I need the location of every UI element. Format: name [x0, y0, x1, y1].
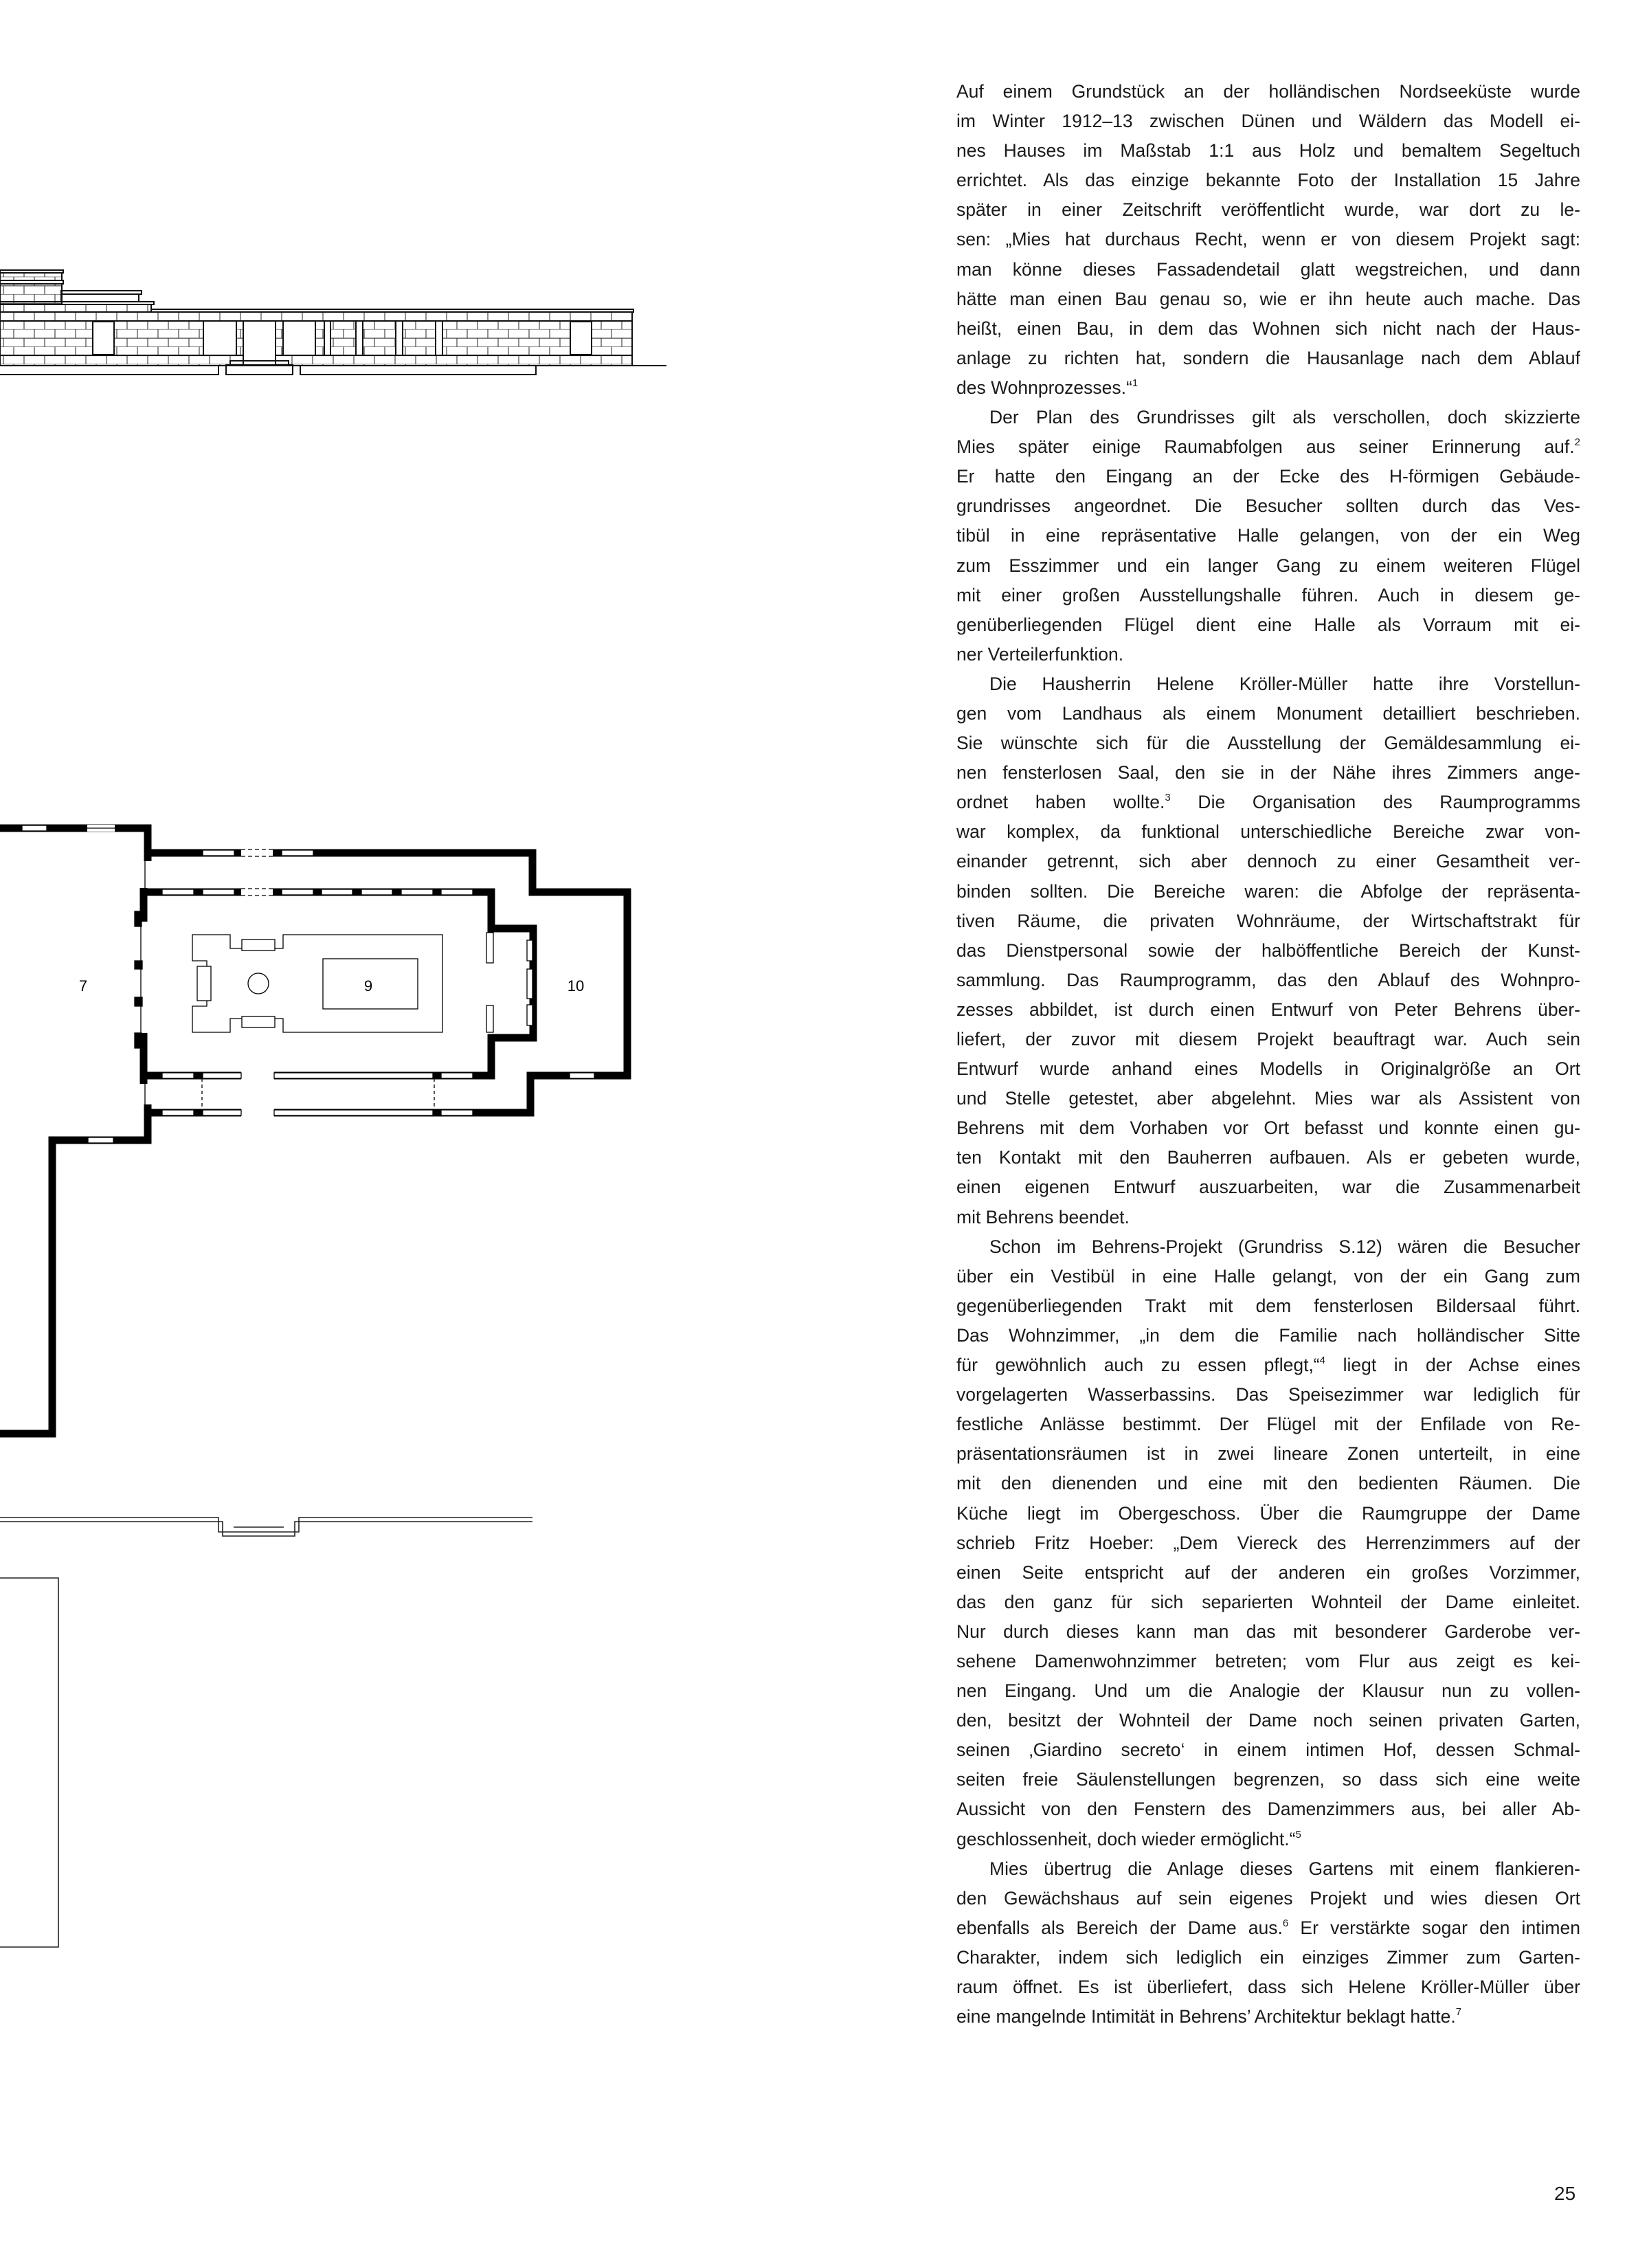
text-segment: einen eigenen Entwurf auszuarbeiten, war die Zusammenarbeit	[956, 1177, 1580, 1198]
footnote-marker: 6	[1282, 1917, 1289, 1929]
text-line	[956, 907, 1580, 936]
text-line	[956, 1972, 1580, 2002]
text-line	[956, 255, 1580, 285]
text-line	[956, 1854, 1580, 1884]
text-line	[956, 729, 1580, 758]
text-line	[956, 1054, 1580, 1084]
text-line	[956, 1676, 1580, 1706]
text-line	[956, 1794, 1580, 1824]
text-line	[956, 432, 1580, 462]
text-line	[956, 1558, 1580, 1588]
text-segment: gegenüberliegenden Trakt mit dem fensterlosen Bildersaal führt.	[956, 1295, 1580, 1316]
text-segment: im Winter 1912–13 zwischen Dünen und Wäldern das Modell ei-	[956, 111, 1580, 132]
text-segment: sen: „Mies hat durchaus Recht, wenn er von diesem Projekt sagt:	[956, 229, 1580, 250]
text-segment: grundrisses angeordnet. Die Besucher sollten durch das Ves-	[956, 496, 1580, 517]
text-segment: schrieb Fritz Hoeber: „Dem Viereck des Herrenzimmers auf der	[956, 1532, 1580, 1553]
text-line	[956, 847, 1580, 876]
text-segment: Behrens mit dem Vorhaben vor Ort befasst und konnte einen gu-	[956, 1118, 1580, 1139]
text-segment: liegt in der Achse eines	[1325, 1355, 1580, 1376]
text-segment: war komplex, da funktional unterschiedliche Bereiche zwar von-	[956, 821, 1580, 843]
text-line	[956, 166, 1580, 195]
text-line	[956, 1291, 1580, 1321]
text-line	[956, 1380, 1580, 1410]
text-segment: tiven Räume, die privaten Wohnräume, der Wirtschaftstrakt für	[956, 910, 1580, 931]
room-label-7: 7	[78, 977, 88, 994]
text-line	[956, 1884, 1580, 1913]
text-line	[956, 344, 1580, 373]
text-line	[956, 2002, 1580, 2032]
text-segment: das Dienstpersonal sowie der halböffentliche Bereich der Kunst-	[956, 940, 1580, 961]
text-segment: mit den dienenden und eine mit den bedienten Räumen. Die	[956, 1473, 1580, 1494]
text-line	[956, 314, 1580, 344]
text-segment: seiten freie Säulenstellungen begrenzen, so dass sich eine weite	[956, 1769, 1580, 1790]
text-line	[956, 640, 1580, 669]
footnote-marker: 7	[1455, 2006, 1462, 2019]
text-segment: man könne dieses Fassadendetail glatt wegstreichen, und dann	[956, 258, 1580, 280]
text-line	[956, 77, 1580, 107]
text-segment: liefert, der zuvor mit diesem Projekt beauftragt war. Auch sein	[956, 1029, 1580, 1049]
text-segment: seinen ‚Giardino secreto‘ in einem intimen Hof, dessen Schmal-	[956, 1739, 1580, 1761]
text-line	[956, 1617, 1580, 1647]
text-line	[956, 1321, 1580, 1350]
text-line	[956, 1025, 1580, 1054]
text-segment: nes Hauses im Maßstab 1:1 aus Holz und bemaltem Segeltuch	[956, 140, 1580, 162]
text-line	[956, 1735, 1580, 1765]
text-segment: für gewöhnlich auch zu essen pflegt,“	[956, 1355, 1320, 1376]
text-line	[956, 788, 1580, 817]
text-segment: zesses abbildet, ist durch einen Entwurf von Peter Behrens über-	[956, 999, 1580, 1020]
text-segment: Aussicht von den Fenstern des Damenzimmers aus, bei aller Ab-	[956, 1799, 1580, 1820]
text-segment: Küche liegt im Obergeschoss. Über die Raumgruppe der Dame	[956, 1502, 1580, 1524]
text-line	[956, 195, 1580, 225]
text-line	[956, 403, 1580, 432]
page-number: 25	[1554, 2183, 1576, 2204]
text-segment: raum öffnet. Es ist überliefert, dass sich Helene Kröller-Müller über	[956, 1977, 1580, 1997]
text-line	[956, 285, 1580, 314]
text-line	[956, 491, 1580, 521]
text-segment: Mies übertrug die Anlage dieses Gartens mit einem flankieren-	[989, 1858, 1580, 1879]
text-segment: Er verstärkte sogar den intimen	[1288, 1917, 1580, 1938]
text-segment: genüberliegenden Flügel dient eine Halle als Vorraum mit ei-	[956, 614, 1580, 635]
text-segment: mit Behrens beendet.	[956, 1206, 1130, 1227]
text-segment: Die Hausherrin Helene Kröller-Müller hatte ihre Vorstellun-	[989, 673, 1580, 694]
text-line	[956, 817, 1580, 847]
text-line	[956, 1410, 1580, 1439]
text-line	[956, 1172, 1580, 1202]
text-segment: das den ganz für sich separierten Wohnteil der Dame einleitet.	[956, 1591, 1580, 1612]
text-segment: ten Kontakt mit den Bauherren aufbauen. Als er gebeten wurde,	[956, 1147, 1580, 1168]
text-segment: Er hatte den Eingang an der Ecke des H-förmigen Gebäude-	[956, 466, 1580, 487]
text-line	[956, 136, 1580, 166]
text-line	[956, 1647, 1580, 1676]
text-line	[956, 107, 1580, 136]
text-line	[956, 936, 1580, 966]
text-segment: sehene Damenwohnzimmer betreten; vom Flur aus zeigt es kei-	[956, 1650, 1580, 1671]
elevation-drawing	[0, 270, 666, 375]
text-segment: nen Eingang. Und um die Analogie der Klausur nun zu vollen-	[956, 1680, 1580, 1702]
text-segment: Der Plan des Grundrisses gilt als verschollen, doch skizzierte	[989, 407, 1580, 428]
body-text	[956, 77, 1580, 2032]
text-segment: binden sollten. Die Bereiche waren: die Abfolge der repräsenta-	[956, 880, 1580, 902]
text-segment: tibül in eine repräsentative Halle gelangen, von der ein Weg	[956, 525, 1580, 546]
text-line	[956, 551, 1580, 581]
text-segment: Nur durch dieses kann man das mit besonderer Garderobe ver-	[956, 1621, 1580, 1642]
floor-plan-drawing	[0, 825, 627, 1434]
text-line	[956, 1913, 1580, 1943]
text-segment: anlage zu richten hat, sondern die Hausanlage nach dem Ablauf	[956, 347, 1580, 368]
text-segment: Das Wohnzimmer, „in dem die Familie nach holländischer Sitte	[956, 1324, 1580, 1346]
text-segment: des Wohnprozesses.“	[956, 377, 1132, 398]
text-segment: nen fensterlosen Saal, den sie in der Nähe ihres Zimmers ange-	[956, 762, 1580, 783]
text-segment: den Gewächshaus auf sein eigenes Projekt und wies diesen Ort	[956, 1887, 1580, 1909]
text-line	[956, 1113, 1580, 1143]
text-line	[956, 1262, 1580, 1291]
text-line	[956, 1232, 1580, 1262]
text-line	[956, 699, 1580, 729]
text-segment: vorgelagerten Wasserbassins. Das Speisezimmer war lediglich für	[956, 1384, 1580, 1405]
text-segment: einander getrennt, sich aber dennoch zu einer Gesamtheit ver-	[956, 851, 1580, 872]
room-label-10: 10	[567, 977, 585, 994]
text-segment: sammlung. Das Raumprogramm, das den Ablauf des Wohnpro-	[956, 969, 1580, 990]
footnote-marker: 3	[1165, 792, 1171, 804]
text-line	[956, 758, 1580, 788]
text-segment: Mies später einige Raumabfolgen aus seiner Erinnerung auf.	[956, 436, 1575, 458]
text-line	[956, 610, 1580, 640]
text-line	[956, 1825, 1580, 1854]
text-segment: später in einer Zeitschrift veröffentlicht wurde, war dort zu le-	[956, 199, 1580, 221]
text-line	[956, 1084, 1580, 1113]
text-segment: präsentationsräumen ist in zwei lineare Zonen unterteilt, in eine	[956, 1443, 1580, 1465]
text-line	[956, 581, 1580, 610]
text-line	[956, 1706, 1580, 1735]
text-segment: den, besitzt der Wohnteil der Dame noch seinen privaten Garten,	[956, 1710, 1580, 1731]
text-segment: Charakter, indem sich lediglich ein einziges Zimmer zum Garten-	[956, 1946, 1580, 1968]
text-line	[956, 1143, 1580, 1172]
text-segment: errichtet. Als das einzige bekannte Foto der Installation 15 Jahre	[956, 170, 1580, 191]
text-segment: ner Verteilerfunktion.	[956, 643, 1124, 665]
text-segment: festliche Anlässe bestimmt. Der Flügel mit der Enfilade von Re-	[956, 1414, 1580, 1435]
text-segment: über ein Vestibül in eine Halle gelangt, von der ein Gang zum	[956, 1265, 1580, 1287]
text-line	[956, 373, 1580, 403]
text-line	[956, 669, 1580, 699]
room-label-9: 9	[363, 977, 373, 994]
text-line	[956, 1350, 1580, 1380]
text-line	[956, 1203, 1580, 1232]
text-line	[956, 1943, 1580, 1972]
text-segment: Die Organisation des Raumprogramms	[1170, 792, 1580, 813]
text-segment: eine mangelnde Intimität in Behrens’ Architektur beklagt hatte.	[956, 2006, 1456, 2027]
text-line	[956, 966, 1580, 995]
text-segment: einen Seite entspricht auf der anderen ein großes Vorzimmer,	[956, 1561, 1580, 1583]
text-segment: Schon im Behrens-Projekt (Grundriss S.12) wären die Besucher	[989, 1236, 1580, 1257]
text-line	[956, 1439, 1580, 1469]
text-line	[956, 877, 1580, 907]
text-line	[956, 521, 1580, 551]
text-segment: und Stelle getestet, aber abgelehnt. Mies war als Assistent von	[956, 1088, 1580, 1109]
text-segment: heißt, einen Bau, in dem das Wohnen sich nicht nach der Haus-	[956, 318, 1580, 339]
text-segment: gen vom Landhaus als einem Monument detailliert beschrieben.	[956, 702, 1580, 724]
text-segment: ebenfalls als Bereich der Dame aus.	[956, 1917, 1283, 1938]
text-line	[956, 225, 1580, 254]
text-segment: Entwurf wurde anhand eines Modells in Originalgröße an Ort	[956, 1058, 1580, 1080]
footnote-marker: 2	[1574, 436, 1580, 449]
text-segment: zum Esszimmer und ein langer Gang zu einem weiteren Flügel	[956, 555, 1580, 576]
text-segment: hätte man einen Bau genau so, wie er ihn heute auch mache. Das	[956, 288, 1580, 309]
site-plan-fragment	[0, 1517, 532, 1947]
footnote-marker: 1	[1132, 377, 1138, 389]
text-line	[956, 995, 1580, 1025]
text-line	[956, 1528, 1580, 1558]
text-line	[956, 1499, 1580, 1528]
text-line	[956, 1765, 1580, 1794]
text-segment: mit einer großen Ausstellungshalle führen. Auch in diesem ge-	[956, 584, 1580, 605]
footnote-marker: 5	[1295, 1828, 1301, 1841]
text-segment: geschlossenheit, doch wieder ermöglicht.“	[956, 1828, 1296, 1849]
text-segment: Sie wünschte sich für die Ausstellung der Gemäldesammlung ei-	[956, 733, 1580, 754]
text-line	[956, 1469, 1580, 1498]
text-segment: ordnet haben wollte.	[956, 792, 1165, 813]
text-segment: Auf einem Grundstück an der holländischen Nordseeküste wurde	[956, 81, 1580, 102]
text-line	[956, 462, 1580, 491]
footnote-marker: 4	[1319, 1355, 1325, 1367]
text-line	[956, 1588, 1580, 1617]
